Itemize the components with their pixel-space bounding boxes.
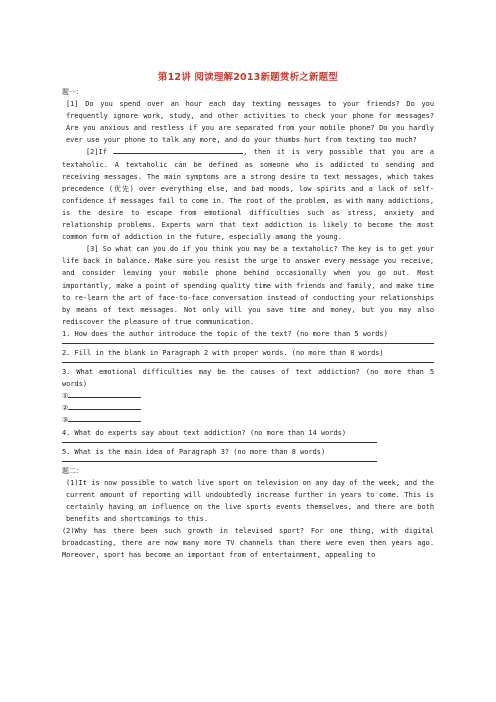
question-3: 3. What emotional difficulties may be the causes of text addiction? (no more than 5 words) [62, 368, 434, 389]
answer-item-2: ② [62, 402, 434, 414]
question-2: 2. Fill in the blank in Paragraph 2 with proper words. (no more than 8 words) [62, 348, 384, 357]
question-5: 5. What is the main idea of Paragraph 3? (no more than 8 words) [62, 447, 326, 456]
section-label-1: 题一： [62, 88, 83, 96]
page-title: 第12讲 阅读理解2013新题赏析之新题型 [157, 72, 339, 83]
answer-blank-2[interactable] [68, 403, 141, 410]
question-1: 1. How does the author introduce the topic of the text? (no more than 5 words) [62, 329, 388, 338]
answer-blank-3[interactable] [68, 415, 141, 422]
part2-paragraph-1: (1)It is now possible to watch live sport on television on any day of the week, and the current amount of reporting will undoubtedly increase further in years to come. This is certainly having an influence on the live sports events themselves, and there are both benefits and shortcomings to this. [66, 478, 434, 524]
answer-line-5[interactable] [62, 458, 377, 462]
answer-blank-1[interactable] [68, 391, 141, 398]
paragraph-3: [3] So what can you do if you think you may be a textaholic? The key is to get your life back in balance. Make sure you resist the urge to answer every message you receive, and consider leaving your mobile phone behind occasionally when you go out. Most importantly, make a point of spending quality time with friends and family, and make time to re-learn the art of face-to-face conversation instead of conducting your relationships by means of text messages. Not only will you save time and money, but you may also rediscover the pleasure of true communication. [62, 245, 434, 326]
answer-item-1: ① [62, 390, 434, 402]
paragraph-2-blank[interactable] [113, 147, 243, 154]
paragraph-2-text: , then it is very possible that you are a textaholic. A textaholic can be defined as someone who is addicted to sending and receiving messages. The main symptoms are a strong desire to text messages, which takes precedence (优先) over everything else, and bad moods, low spirits and a lack of self-confidence if messages fail to come in. The root of the problem, as with many addictions, is the desire to escape from emotional difficulties such as stress, anxiety and relationship problems. Experts warn that text addiction is likely to become the most common form of addiction in the future, especially among the young. [62, 148, 435, 242]
question-4: 4. What do experts say about text addiction? (no more than 14 words) [62, 428, 347, 437]
answer-line-1[interactable] [62, 340, 434, 344]
section-label-2: 题二： [62, 466, 83, 475]
answer-line-2[interactable] [62, 359, 434, 363]
part2-paragraph-2: (2)Why has there been such growth in televised sport? For one thing, with digital broadcasting, there are now many more TV channels than there were even then years ago. Moreover, sport has become an important from of entertainment, appealing to [62, 527, 434, 560]
paragraph-2-prefix: [2]If [86, 148, 107, 157]
document-body [62, 86, 434, 561]
answer-line-4[interactable] [62, 439, 377, 443]
paragraph-2 [62, 146, 434, 243]
paragraph-1: [1] Do you spend over an hour each day texting messages to your friends? Do you frequently ignore work, study, and other activities to check your phone for messages? Are you anxious and restless if you are separated from your mobile phone? Do you hardly ever use your phone to talk any more, and do your thumbs hurt from texting too much? [66, 100, 434, 145]
answer-item-3: ③ [62, 414, 434, 426]
